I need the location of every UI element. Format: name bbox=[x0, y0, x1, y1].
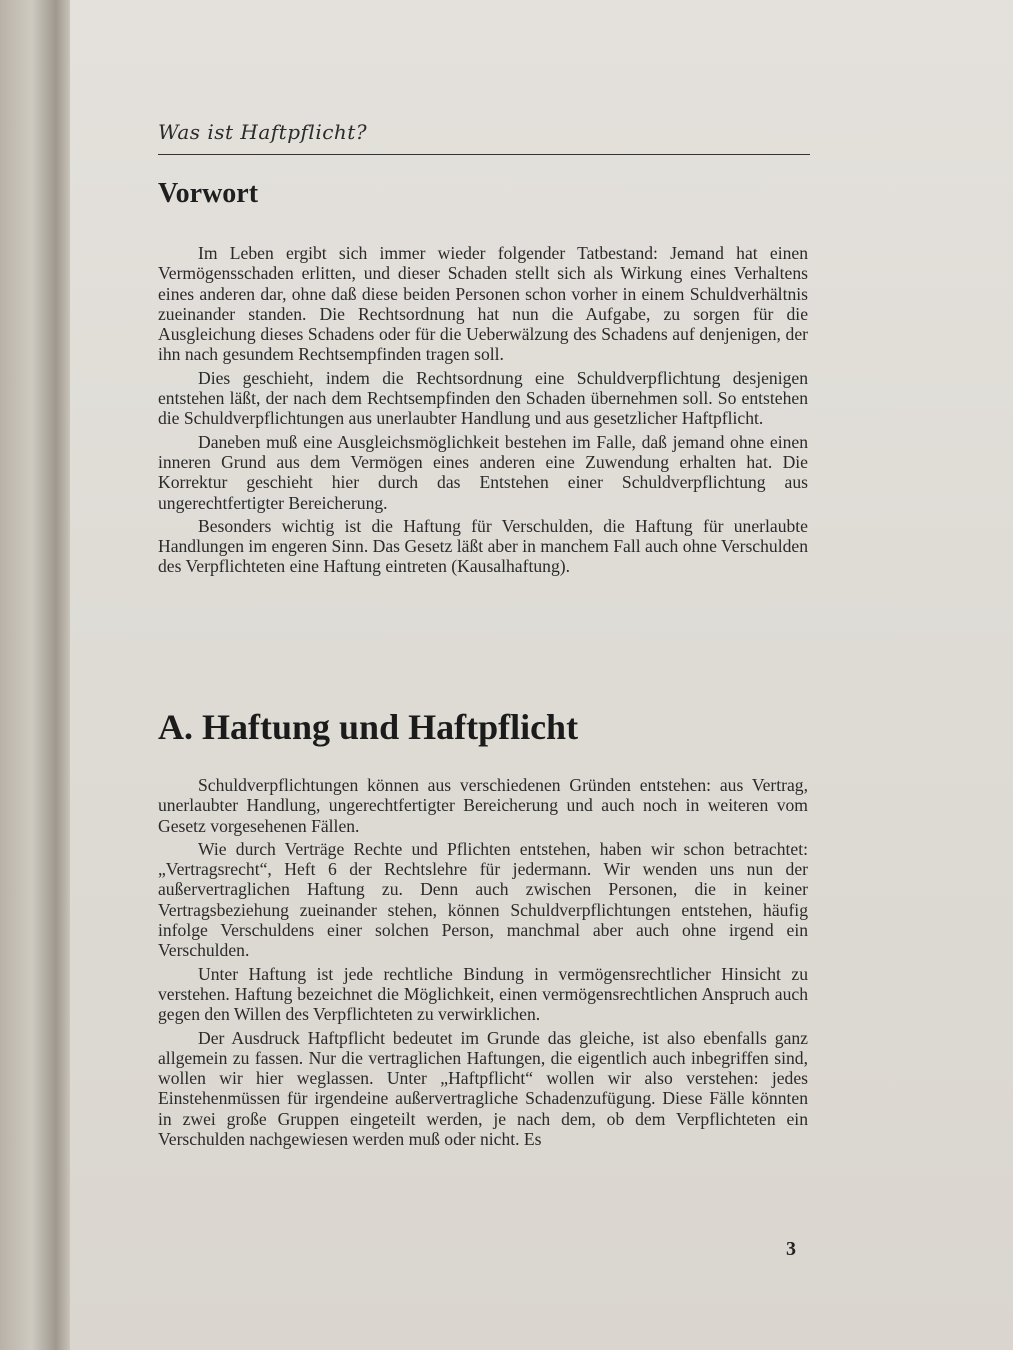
preface-heading: Vorwort bbox=[158, 178, 259, 209]
preface-paragraph: Besonders wichtig ist die Haftung für Verschulden, die Haftung für unerlaubte Handlungen im engeren Sinn. Das Gesetz läßt aber in manchem Fall auch ohne Verschulden des Verpflichteten eine Haftung eintreten (Kausalhaftung). bbox=[158, 515, 808, 577]
section-a-heading: A. Haftung und Haftpflicht bbox=[158, 707, 579, 747]
section-a-body bbox=[158, 775, 808, 1152]
section-a-paragraph: Wie durch Verträge Rechte und Pflichten entstehen, haben wir schon betrachtet: „Vertragsrecht“, Heft 6 der Rechtslehre für jedermann. Wir wenden uns nun der außervertraglichen Haftung zu. Denn auch zwischen Personen, die in keiner Vertragsbeziehung zueinander stehen, können Schuldverpflichtungen entstehen, häufig infolge Verschuldens einer solchen Person, manchmal aber auch ohne irgend ein Verschulden. bbox=[158, 838, 808, 961]
book-spine-gutter bbox=[0, 0, 70, 1350]
section-a-paragraph: Unter Haftung ist jede rechtliche Bindung in vermögensrechtlicher Hinsicht zu verstehen. Haftung bezeichnet die Möglichkeit, einen vermögensrechtlichen Anspruch auch gegen den Willen des Verpflichteten zu verwirklichen. bbox=[158, 963, 808, 1025]
preface-paragraph: Dies geschieht, indem die Rechtsordnung eine Schuldverpflichtung desjenigen entstehen läßt, der nach dem Rechtsempfinden den Schaden übernehmen soll. So entstehen die Schuldverpflichtungen aus unerlaubter Handlung und aus gesetzlicher Haftpflicht. bbox=[158, 367, 808, 429]
page-number: 3 bbox=[786, 1238, 796, 1260]
section-a-paragraph: Schuldverpflichtungen können aus verschiedenen Gründen entstehen: aus Vertrag, unerlaubter Handlung, ungerechtfertigter Bereicherung und auch noch in weiteren vom Gesetz vorgesehenen Fällen. bbox=[158, 775, 808, 836]
header-rule bbox=[158, 154, 810, 155]
running-head: Was ist Haftpflicht? bbox=[158, 120, 368, 144]
preface-paragraph: Daneben muß eine Ausgleichsmöglichkeit bestehen im Falle, daß jemand ohne einen inneren Grund aus dem Vermögen eines anderen eine Zuwendung erhalten hat. Die Korrektur geschieht hier durch das Entstehen einer Schuldverpflichtung aus ungerechtfertigter Bereicherung. bbox=[158, 431, 808, 513]
preface-body bbox=[158, 243, 808, 580]
section-a-paragraph: Der Ausdruck Haftpflicht bedeutet im Grunde das gleiche, ist also ebenfalls ganz allgemein zu fassen. Nur die vertraglichen Haftungen, die eigentlich auch inbegriffen sind, wollen wir hier weglassen. Unter „Haftpflicht“ wollen wir also verstehen: jedes Einstehenmüssen für irgendeine außervertragliche Schadenzufügung. Diese Fälle könnten in zwei große Gruppen eingeteilt werden, je nach dem, ob dem Verpflichteten ein Verschulden nachgewiesen werden muß oder nicht. Es bbox=[158, 1027, 808, 1150]
preface-paragraph: Im Leben ergibt sich immer wieder folgender Tatbestand: Jemand hat einen Vermögensschaden erlitten, und dieser Schaden stellt sich als Wirkung eines Verhaltens eines anderen dar, ohne daß diese beiden Personen schon vorher in einem Schuldverhältnis zueinander standen. Die Rechtsordnung hat nun die Aufgabe, zu sorgen für die Ausgleichung dieses Schadens oder für die Ueberwälzung des Schadens auf denjenigen, der ihn nach gesundem Rechtsempfinden tragen soll. bbox=[158, 243, 808, 365]
